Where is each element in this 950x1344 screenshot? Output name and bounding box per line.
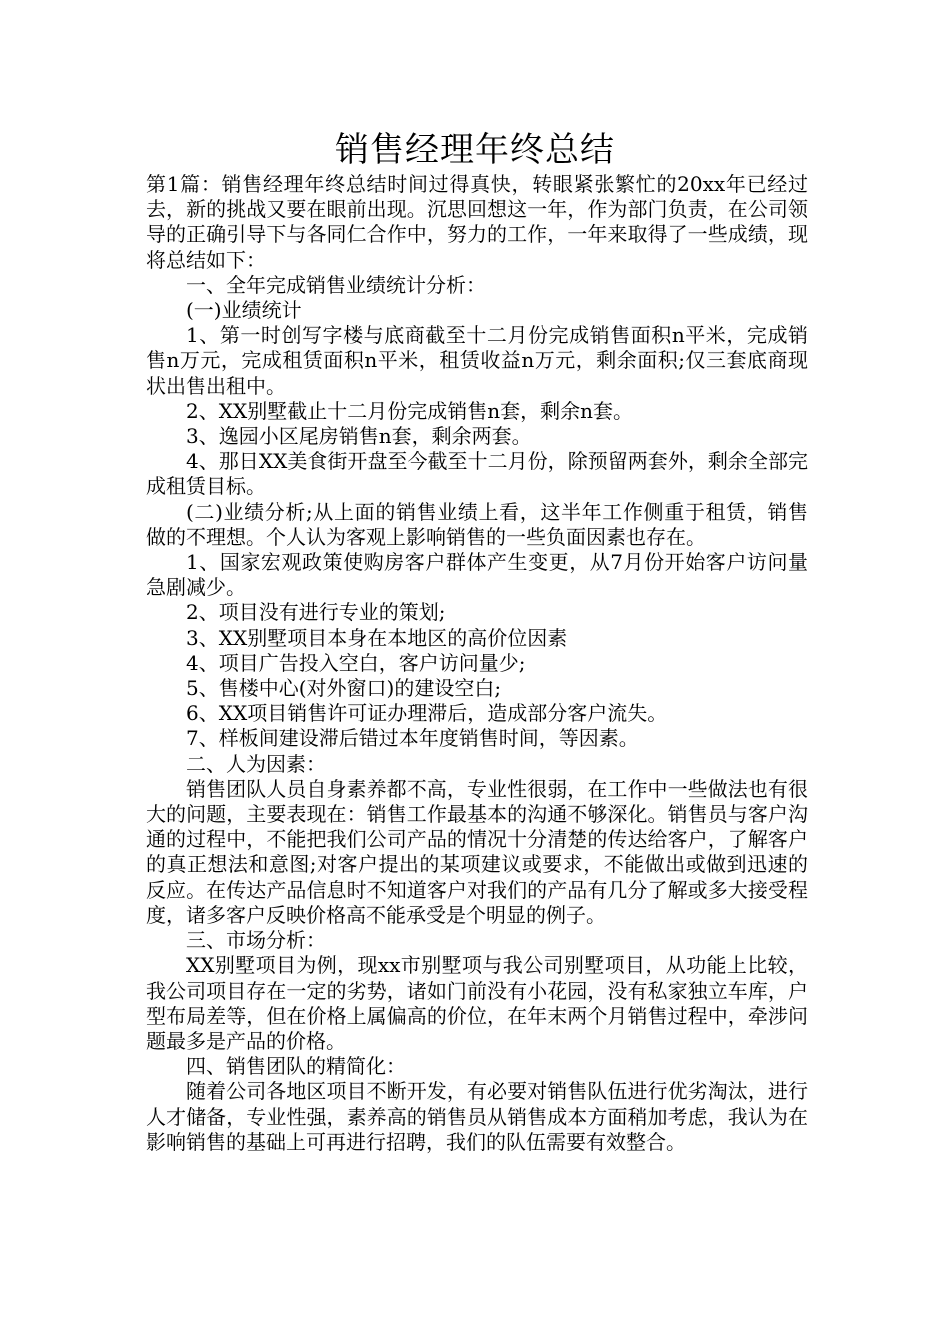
paragraph: 第1篇：销售经理年终总结时间过得真快，转眼紧张繁忙的20xx年已经过去，新的挑战又要在眼前出现。沉思回想这一年，作为部门负责，在公司领导的正确引导下与各同仁合作中，努力的工作，一年来取得了一些成绩，现将总结如下：: [146, 172, 808, 272]
paragraph: 3、逸园小区尾房销售n套，剩余两套。: [186, 424, 532, 449]
paragraph: 5、售楼中心(对外窗口)的建设空白;: [186, 676, 502, 701]
paragraph: 7、样板间建设滞后错过本年度销售时间，等因素。: [186, 726, 639, 751]
paragraph: 4、那日XX美食街开盘至今截至十二月份，除预留两套外，剩余全部完成租赁目标。: [146, 449, 808, 499]
paragraph: 2、项目没有进行专业的策划;: [186, 600, 446, 625]
paragraph: 1、国家宏观政策使购房客户群体产生变更，从7月份开始客户访问量急剧减少。: [146, 550, 808, 600]
paragraph: 3、XX别墅项目本身在本地区的高价位因素: [186, 625, 568, 650]
paragraph: 1、第一时创写字楼与底商截至十二月份完成销售面积n平米，完成销售n万元，完成租赁面积n平米，租赁收益n万元，剩余面积;仅三套底商现状出售出租中。: [146, 323, 808, 398]
paragraph: 2、XX别墅截止十二月份完成销售n套，剩余n套。: [186, 398, 633, 423]
paragraph: 4、项目广告投入空白，客户访问量少;: [186, 650, 526, 675]
paragraph: 一、全年完成销售业绩统计分析：: [186, 272, 486, 297]
paragraph: XX别墅项目为例，现xx市别墅项与我公司别墅项目，从功能上比较，我公司项目存在一定的劣势，诸如门前没有小花园，没有私家独立车库，户型布局差等，但在价格上属偏高的价位，在年末两个月销售过程中，牵涉问题最多是产品的价格。: [146, 953, 808, 1053]
document-title: 销售经理年终总结: [335, 130, 615, 170]
document-body: [146, 172, 808, 1155]
paragraph: 6、XX项目销售许可证办理滞后，造成部分客户流失。: [186, 701, 668, 726]
paragraph: 四、销售团队的精简化：: [186, 1054, 406, 1079]
paragraph: (一)业绩统计: [186, 298, 302, 323]
paragraph: (二)业绩分析;从上面的销售业绩上看，这半年工作侧重于租赁，销售做的不理想。个人认为客观上影响销售的一些负面因素也存在。: [146, 499, 808, 549]
paragraph: 销售团队人员自身素养都不高，专业性很弱，在工作中一些做法也有很大的问题，主要表现在：销售工作最基本的沟通不够深化。销售员与客户沟通的过程中，不能把我们公司产品的情况十分清楚的传达给客户，了解客户的真正想法和意图;对客户提出的某项建议或要求，不能做出或做到迅速的反应。在传达产品信息时不知道客户对我们的产品有几分了解或多大接受程度，诸多客户反映价格高不能承受是个明显的例子。: [146, 776, 808, 927]
paragraph: 三、市场分析：: [186, 928, 326, 953]
paragraph: 二、人为因素：: [186, 751, 326, 776]
paragraph: 随着公司各地区项目不断开发，有必要对销售队伍进行优劣淘汰，进行人才储备，专业性强，素养高的销售员从销售成本方面稍加考虑，我认为在影响销售的基础上可再进行招聘，我们的队伍需要有效整合。: [146, 1079, 808, 1154]
